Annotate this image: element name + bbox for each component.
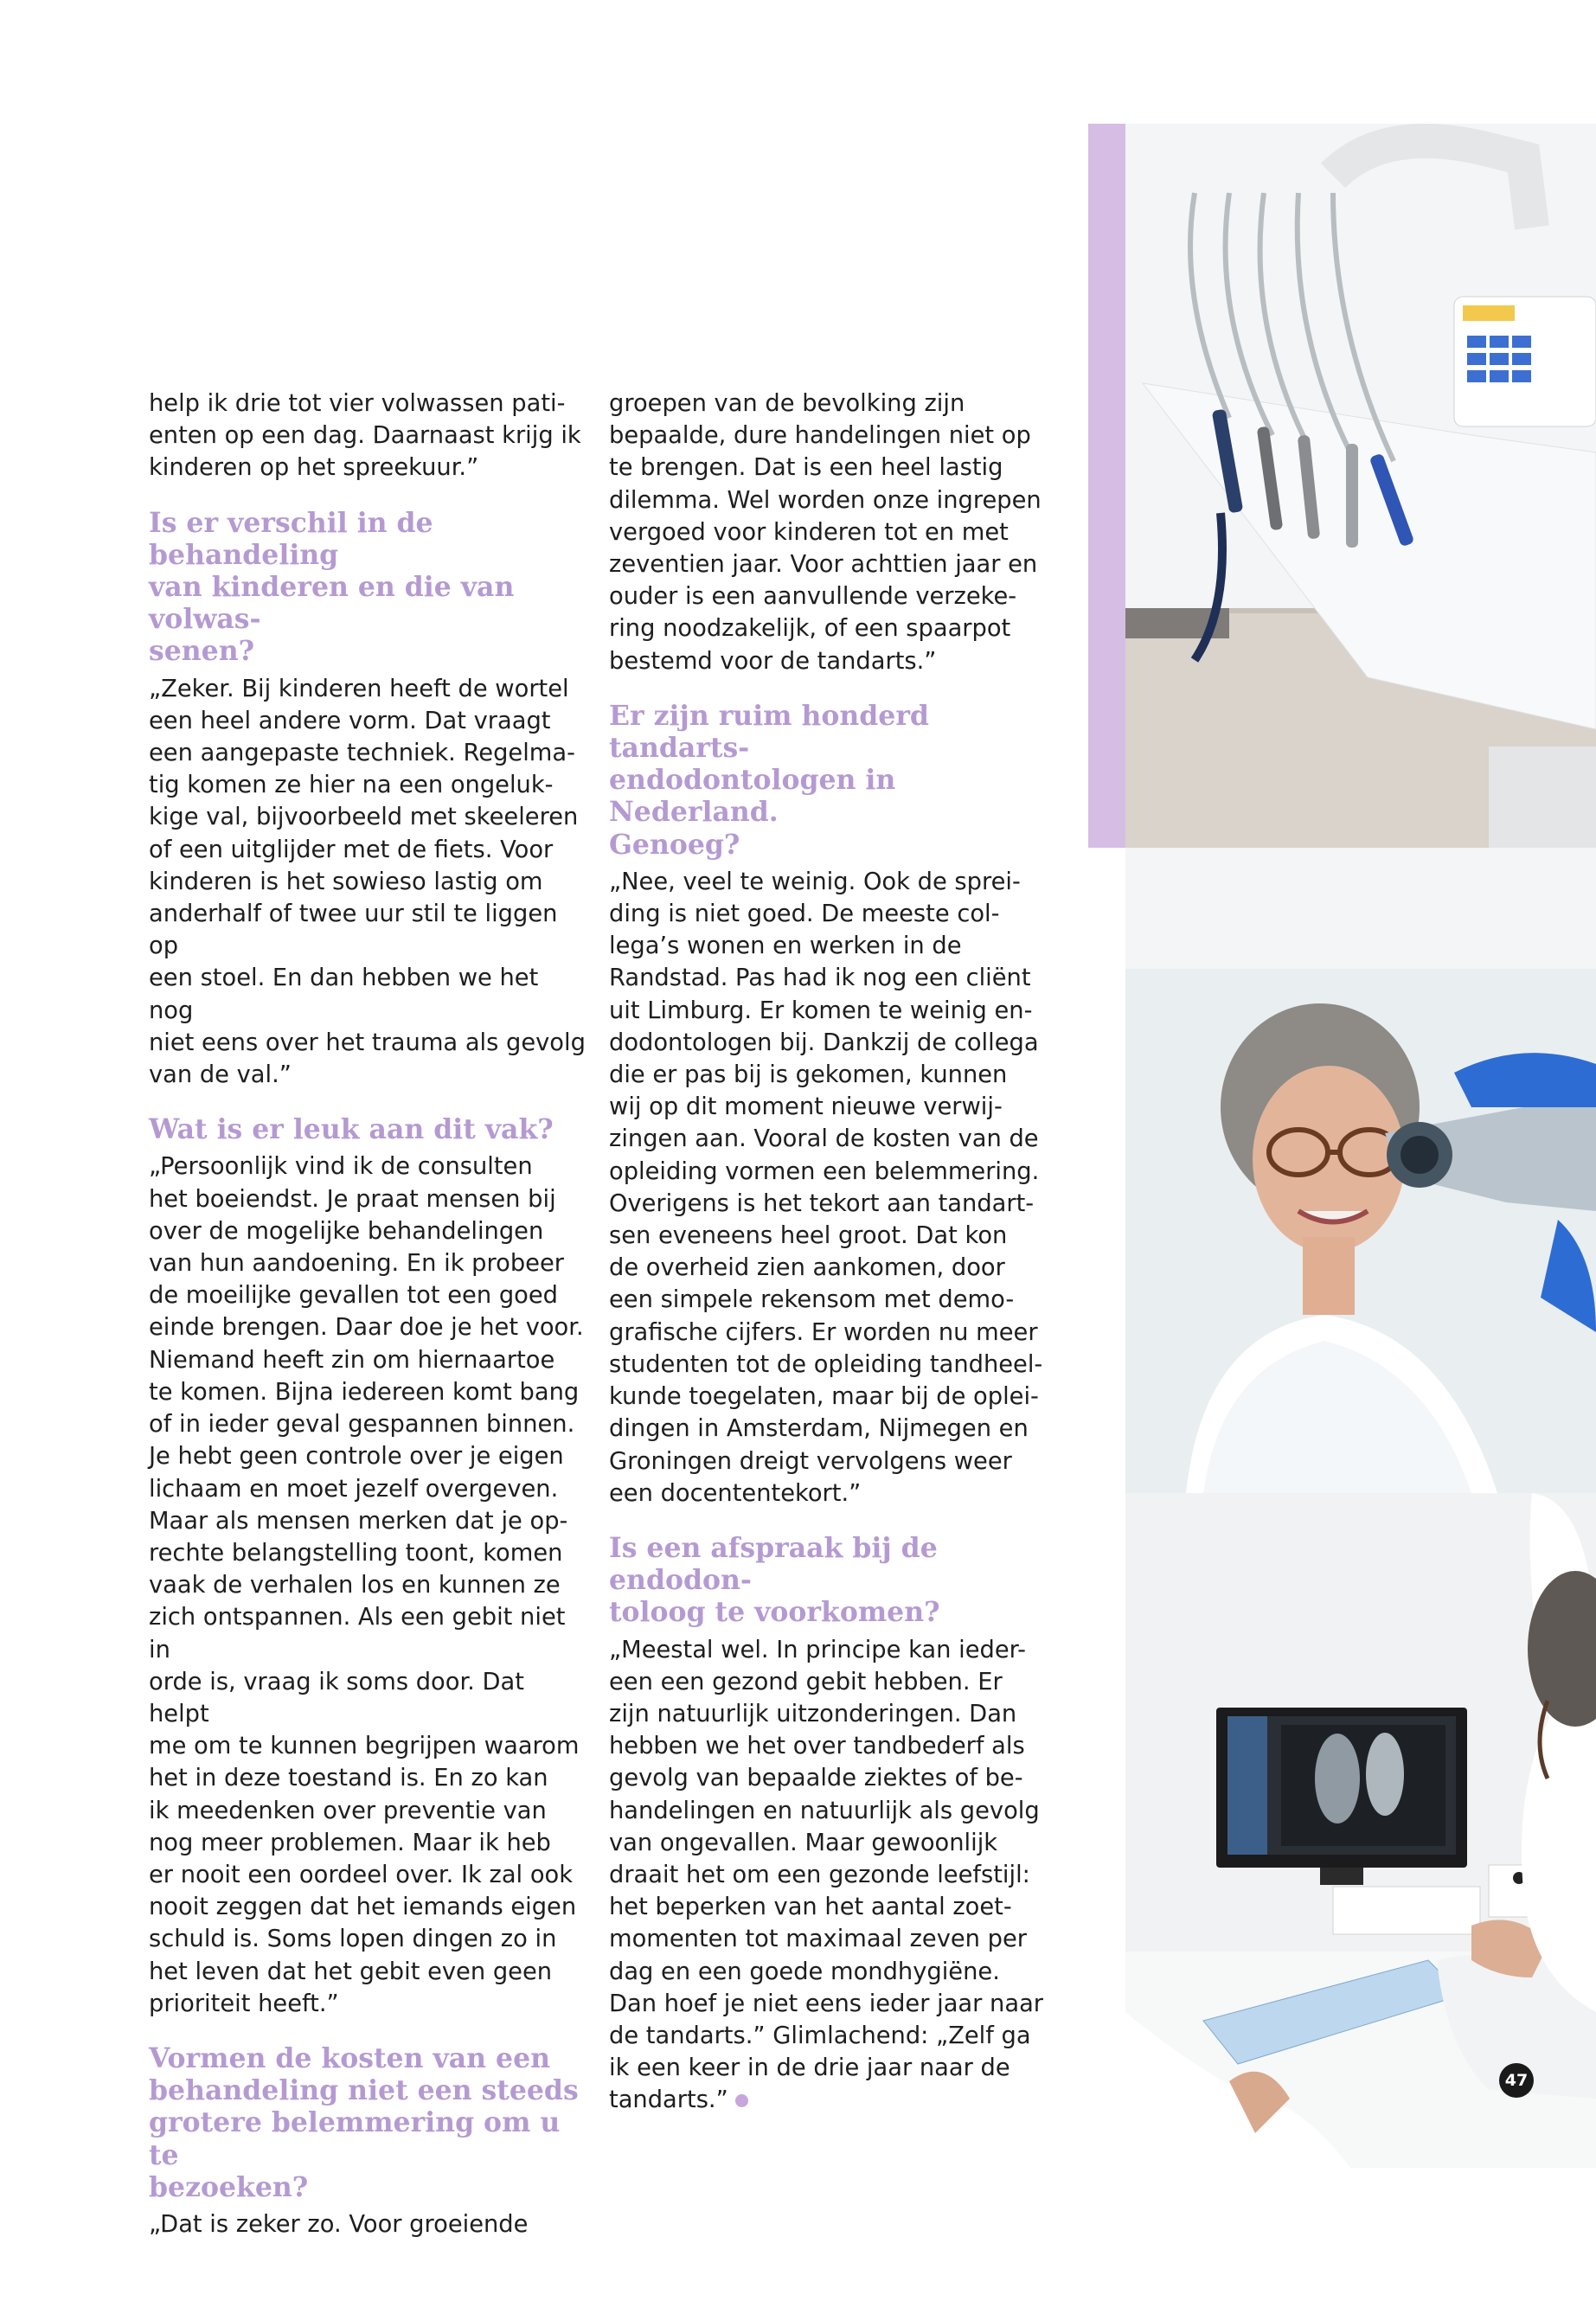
paragraph: help ik drie tot vier volwassen pati- enten op een dag. Daarnaast krijg ik kinderen op het spreekuur.” <box>149 390 581 482</box>
accent-bar <box>1088 124 1125 848</box>
article-column-right <box>609 388 1050 2117</box>
paragraph: „Zeker. Bij kinderen heeft de wortel een heel andere vorm. Dat vraagt een aangepaste techniek. Regelma- tig komen ze hier na een ongeluk- kige val, bijvoorbeeld met skeeleren of een uitglijder met de fiets. Voor kinderen is het sowieso lastig om anderhalf of twee uur stil te liggen op een stoel. En dan hebben we het nog niet eens over het trauma als gevolg van de val.” <box>149 675 586 1089</box>
dental-equipment-photo <box>1125 124 1596 848</box>
dentist-portrait-photo <box>1125 848 1596 1493</box>
page-number: 47 <box>1499 2063 1534 2098</box>
closing-text: „Meestal wel. In principe kan ieder- een een gezond gebit hebben. Er zijn natuurlijk uitzonderingen. Dan hebben we het over tandbederf als gevolg van bepaalde ziektes of be- handelingen en natuurlijk als gevolg van ongevallen. Maar gewoonlijk draait het om een gezonde leefstijl: het beperken van het aantal zoet- momenten tot maximaal zeven per dag en een goede mondhygiëne. Dan hoef je niet eens ieder jaar naar de tandarts.” Glimlachend: „Zelf ga ik een keer in de drie jaar naar de tandarts.” <box>609 1636 1044 2114</box>
closing-paragraph <box>609 1634 1050 2117</box>
paragraph: groepen van de bevolking zijn bepaalde, dure handelingen niet op te brengen. Dat is een heel lastig dilemma. Wel worden onze ingrepen vergoed voor kinderen tot en met zeventien jaar. Voor achttien jaar en ouder is een aanvullende verzeke- ring noodzakelijk, of een spaarpot bestemd voor de tandarts.” <box>609 390 1042 675</box>
end-of-article-dot-icon <box>735 2094 748 2107</box>
paragraph: „Persoonlijk vind ik de consulten het boeiendst. Je praat mensen bij over de mogelijke behandelingen van hun aandoening. En ik probeer de moeilijke gevallen tot een goed einde brengen. Daar doe je het voor. Niemand heeft zin om hiernaartoe te komen. Bijna iedereen komt bang of in ieder geval gespannen binnen. Je hebt geen controle over je eigen lichaam en moet jezelf overgeven. Maar als mensen merken dat je op- rechte belangstelling toont, komen vaak de verhalen los en kunnen ze zich ontspannen. Als een gebit niet in orde is, vraag ik soms door. Dat helpt me om te kunnen begrijpen waarom het in deze toestand is. En zo kan ik meedenken over preventie van nog meer problemen. Maar ik heb er nooit een oordeel over. Ik zal ook nooit zeggen dat het iemands eigen schuld is. Soms lopen dingen zo in het leven dat het gebit even geen prioriteit heeft.” <box>149 1153 584 2017</box>
article-column-left <box>149 388 590 2240</box>
interview-question: Wat is er leuk aan dit vak? <box>149 1113 554 1146</box>
paragraph: „Nee, veel te weinig. Ook de sprei- ding is niet goed. De meeste col- lega’s wonen en werken in de Randstad. Pas had ik nog een cliënt uit Limburg. Er komen te weinig en- dodontologen bij. Dankzij de collega die er pas bij is gekomen, kunnen wij op dit moment nieuwe verwij- zingen aan. Vooral de kosten van de opleiding vormen een belemmering. Overigens is het tekort aan tandart- sen eveneens heel groot. Dat kon de overheid zien aankomen, door een simpele rekensom met demo- grafische cijfers. Er worden nu meer studenten tot de opleiding tandheel- kunde toegelaten, maar bij de oplei- dingen in Amsterdam, Nijmegen en Groningen dreigt vervolgens weer een docententekort.” <box>609 868 1043 1507</box>
interview-question: Is er verschil in de behandeling van kinderen en die van volwas- senen? <box>149 506 515 668</box>
interview-question: Vormen de kosten van een behandeling niet een steeds grotere belemmering om u te bezoeken? <box>149 2041 579 2203</box>
interview-question: Er zijn ruim honderd tandarts- endodontologen in Nederland. Genoeg? <box>609 699 929 861</box>
paragraph: „Dat is zeker zo. Voor groeiende <box>149 2210 529 2238</box>
interview-question: Is een afspraak bij de endodon- toloog te voorkomen? <box>609 1531 940 1629</box>
